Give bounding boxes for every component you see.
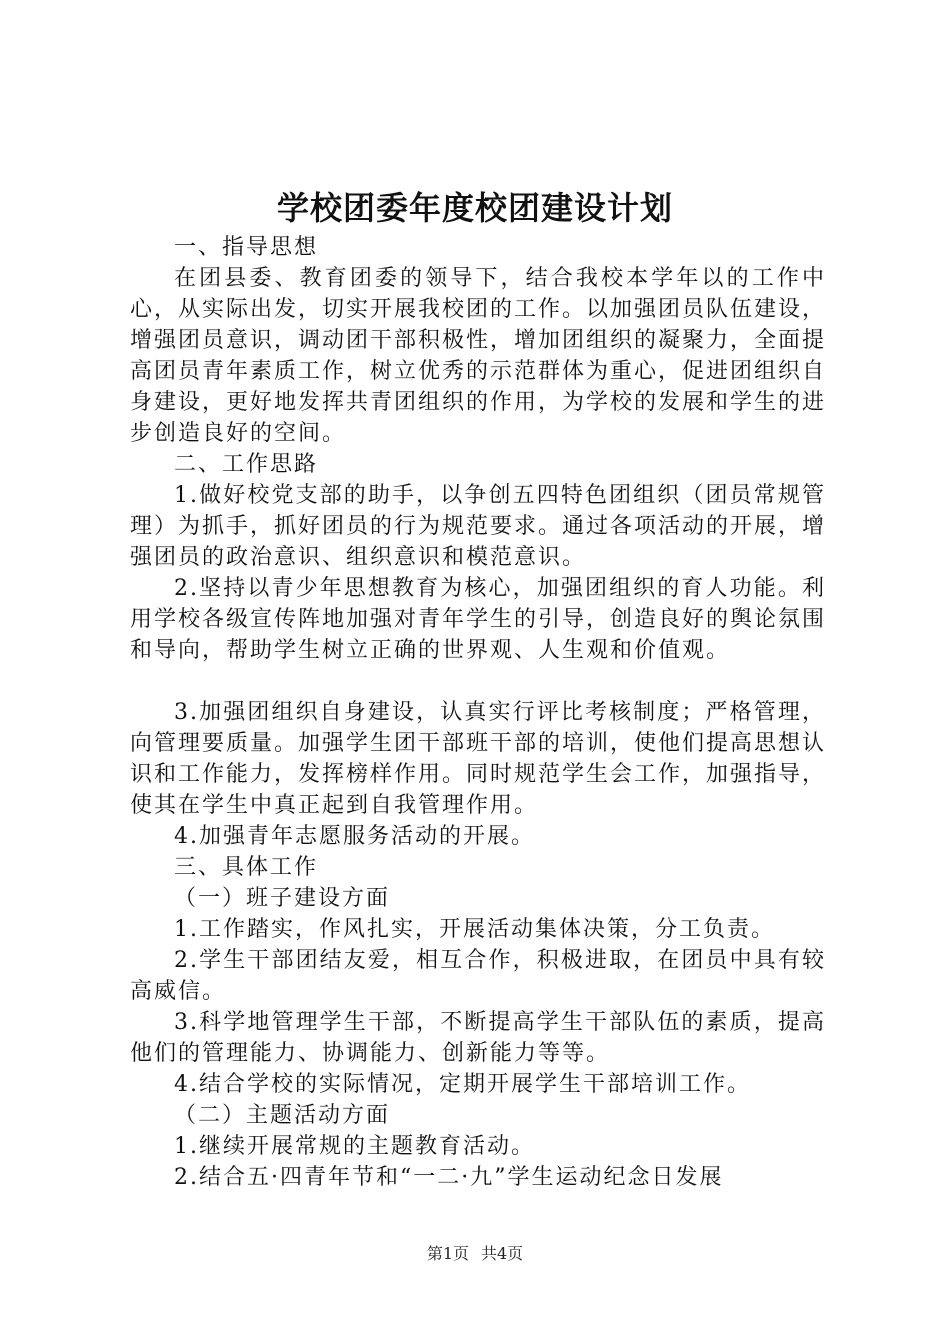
- paragraph-team-building-3: 3.科学地管理学生干部，不断提高学生干部队伍的素质，提高他们的管理能力、协调能力、创新能力等等。: [130, 1010, 826, 1066]
- page-footer: [0, 1243, 950, 1265]
- paragraph-work-idea-1: 1.做好校党支部的助手，以争创五四特色团组织（团员常规管理）为抓手，抓好团员的行为规范要求。通过各项活动的开展，增强团员的政治意识、组织意识和模范意识。: [130, 483, 827, 570]
- section-heading-guiding-ideology: 一、指导思想: [174, 235, 319, 260]
- document-title: 学校团委年度校团建设计划: [276, 189, 673, 227]
- paragraph-work-idea-4: 4.加强青年志愿服务活动的开展。: [174, 824, 535, 849]
- paragraph-theme-activity-1: 1.继续开展常规的主题教育活动。: [174, 1134, 535, 1159]
- paragraph-work-idea-3: 3.加强团组织自身建设，认真实行评比考核制度；严格管理，向管理要质量。加强学生团干部班干部的培训，使他们提高思想认识和工作能力，发挥榜样作用。同时规范学生会工作，加强指导，使其在学生中真正起到自我管理作用。: [130, 700, 827, 818]
- paragraph-theme-activity-2: 2.结合五·四青年节和“一二·九”学生运动纪念日发展: [174, 1165, 724, 1190]
- paragraph-team-building-1: 1.工作踏实，作风扎实，开展活动集体决策，分工负责。: [174, 917, 775, 942]
- section-heading-work-ideas: 二、工作思路: [174, 452, 319, 477]
- paragraph-team-building-2: 2.学生干部团结友爱，相互合作，积极进取，在团员中具有较高威信。: [130, 948, 826, 1004]
- subsection-heading-theme-activities: （二）主题活动方面: [174, 1103, 391, 1128]
- page-number-current: 第1页: [426, 1244, 469, 1263]
- paragraph-work-idea-2: 2.坚持以青少年思想教育为核心，加强团组织的育人功能。利用学校各级宣传阵地加强对青年学生的引导，创造良好的舆论氛围和导向，帮助学生树立正确的世界观、人生观和价值观。: [130, 576, 827, 663]
- paragraph-guiding-ideology: 在团县委、教育团委的领导下，结合我校本学年以的工作中心，从实际出发，切实开展我校团的工作。以加强团员队伍建设，增强团员意识，调动团干部积极性，增加团组织的凝聚力，全面提高团员青年素质工作，树立优秀的示范群体为重心，促进团组织自身建设，更好地发挥共青团组织的作用，为学校的发展和学生的进步创造良好的空间。: [130, 266, 827, 446]
- document-body: [130, 232, 826, 1193]
- page-number-total: 共4页: [481, 1244, 524, 1263]
- paragraph-team-building-4: 4.结合学校的实际情况，定期开展学生干部培训工作。: [174, 1072, 751, 1097]
- section-heading-specific-work: 三、具体工作: [174, 855, 319, 880]
- subsection-heading-team-building: （一）班子建设方面: [174, 886, 391, 911]
